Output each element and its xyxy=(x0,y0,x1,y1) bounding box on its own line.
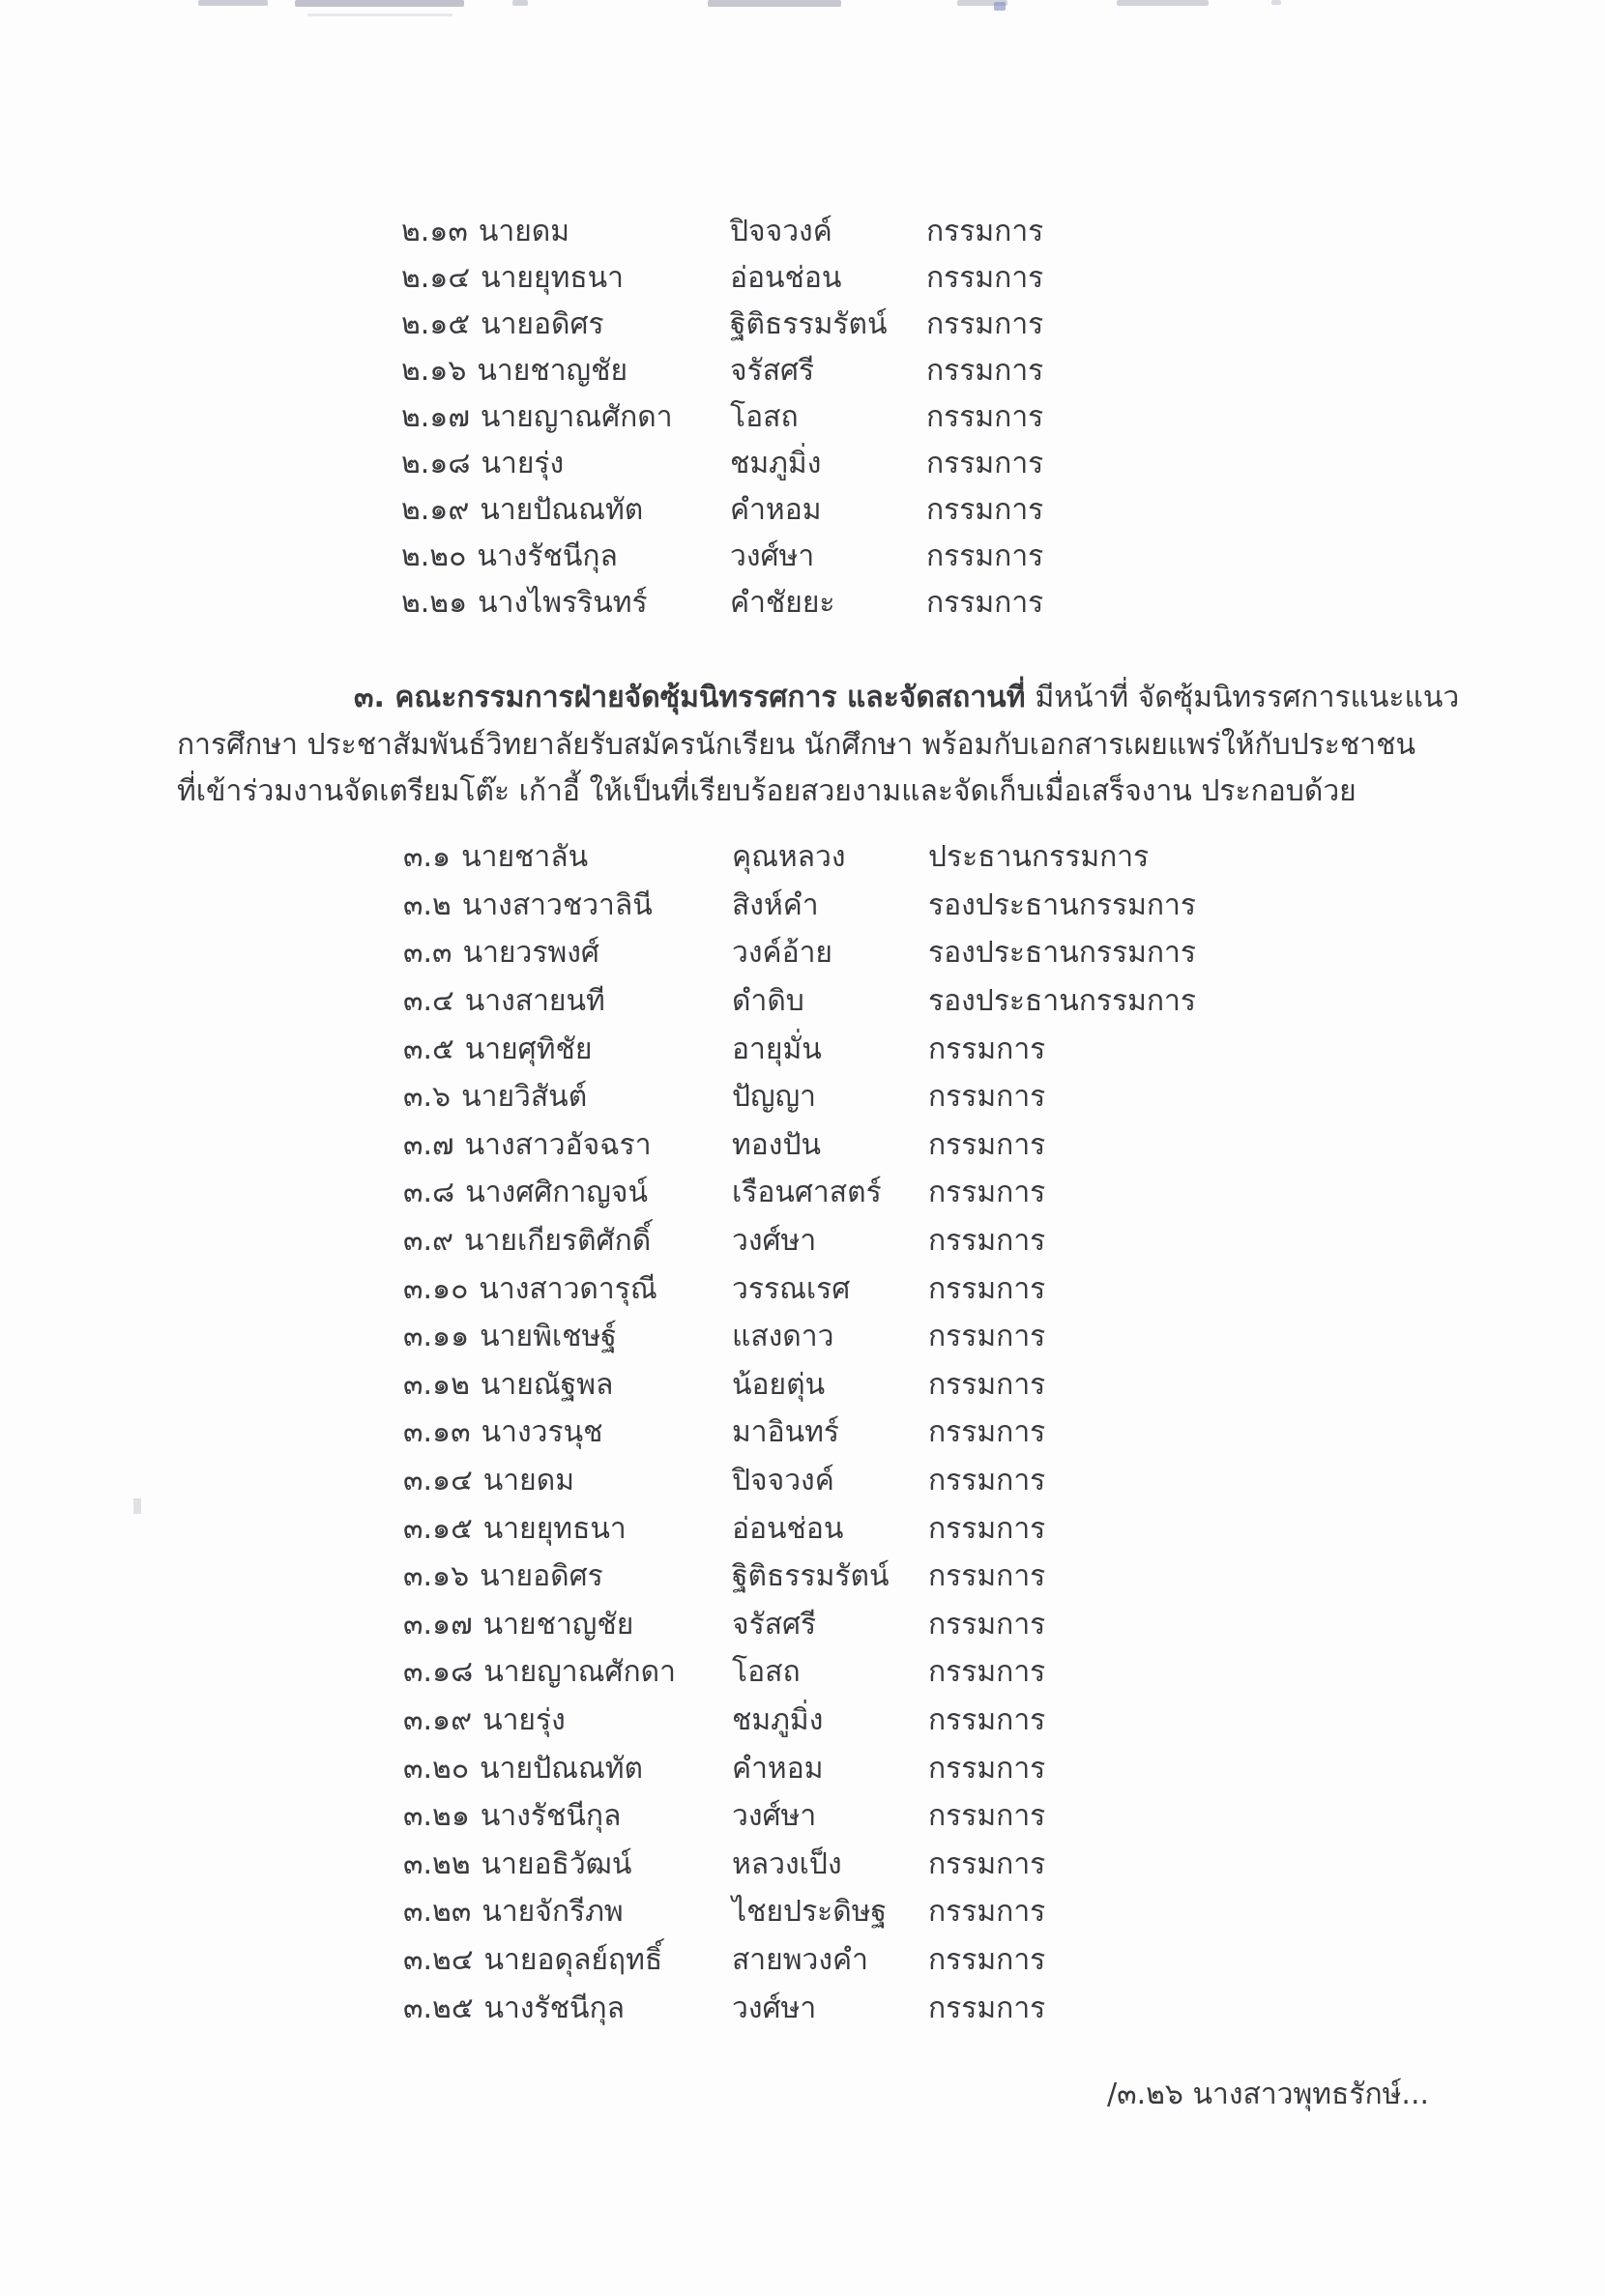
member-number: ๓.๒๔ xyxy=(403,1942,474,1977)
member-role: กรรมการ xyxy=(928,1032,1046,1066)
member-first-name: นายดม xyxy=(478,214,570,248)
member-surname: แสงดาว xyxy=(732,1320,834,1354)
member-role: กรรมการ xyxy=(928,1127,1046,1162)
member-number-name xyxy=(403,1602,732,1647)
member-number: ๓.๑๖ xyxy=(403,1559,470,1594)
member-surname: ทองปัน xyxy=(732,1127,821,1162)
member-first-name: นางรัชนีกุล xyxy=(477,538,618,573)
member-number-name xyxy=(403,1218,732,1264)
member-role: กรรมการ xyxy=(928,1224,1046,1259)
member-surname: ชมภูมิ่ง xyxy=(732,1702,824,1737)
member-role: กรรมการ xyxy=(926,538,1044,573)
member-surname: จรัสศรี xyxy=(730,353,815,388)
member-number: ๓.๑๕ xyxy=(403,1511,473,1546)
member-number: ๓.๒๓ xyxy=(403,1895,472,1930)
member-first-name: นายปัณณทัต xyxy=(480,1751,644,1786)
member-first-name: นางสาวชวาลินี xyxy=(461,887,653,922)
member-number: ๓.๗ xyxy=(403,1127,454,1162)
member-number-name xyxy=(403,1027,732,1072)
committee-row xyxy=(401,579,1043,625)
member-surname: เรือนศาสตร์ xyxy=(732,1176,882,1210)
member-first-name: นางศศิกาญจน์ xyxy=(465,1176,648,1210)
member-number-name xyxy=(403,978,732,1024)
member-first-name: นายยุทธนา xyxy=(482,1511,627,1546)
member-first-name: นายญาณศักดา xyxy=(480,399,673,434)
scan-artifact xyxy=(994,2,1006,11)
member-number-name xyxy=(403,834,732,880)
member-number-name xyxy=(403,1362,732,1408)
section3-heading-title: ๓. คณะกรรมการฝ่ายจัดซุ้มนิทรรศการ และจัดสถานที่ xyxy=(354,681,1026,714)
member-role: กรรมการ xyxy=(928,1271,1046,1306)
member-surname: อายุมั่น xyxy=(732,1032,822,1066)
member-surname: วงศ์ษา xyxy=(732,1799,817,1834)
member-number: ๒.๑๔ xyxy=(401,260,471,295)
member-number: ๓.๑๓ xyxy=(403,1415,471,1450)
member-number-name xyxy=(403,1554,732,1599)
member-surname: ฐิติธรรมรัตน์ xyxy=(732,1559,890,1594)
scan-artifact xyxy=(957,0,1007,6)
scan-artifact xyxy=(708,0,841,7)
member-number: ๒.๑๙ xyxy=(401,492,470,527)
member-number-name xyxy=(401,255,730,301)
member-number: ๓.๔ xyxy=(403,984,454,1019)
committee-row xyxy=(403,1601,1196,1649)
member-number-name xyxy=(403,1122,732,1168)
member-number: ๓.๑๒ xyxy=(403,1367,470,1402)
member-number-name xyxy=(403,1746,732,1791)
member-number-name xyxy=(403,1458,732,1503)
member-first-name: นางรัชนีกุล xyxy=(480,1799,622,1834)
committee-row xyxy=(403,1457,1196,1505)
member-number-name xyxy=(403,1793,732,1839)
member-first-name: นายจักรีภพ xyxy=(482,1895,624,1930)
scan-artifact xyxy=(307,14,452,16)
member-number-name xyxy=(401,302,730,347)
member-surname: ไชยประดิษฐ xyxy=(732,1895,888,1930)
member-number: ๒.๒๐ xyxy=(401,538,467,573)
committee-row xyxy=(403,1025,1196,1073)
scan-speck xyxy=(133,1498,141,1514)
member-surname: จรัสศรี xyxy=(732,1607,817,1642)
member-number-name xyxy=(403,883,732,928)
member-number-name xyxy=(401,209,730,254)
member-number: ๓.๒๕ xyxy=(403,1991,474,2025)
member-surname: คำชัยยะ xyxy=(730,585,835,620)
member-first-name: นายศุทิชัย xyxy=(464,1032,593,1066)
member-first-name: นางสาวอัจฉรา xyxy=(464,1127,652,1162)
member-surname: มาอินทร์ xyxy=(732,1415,840,1450)
member-surname: ปัญญา xyxy=(732,1080,817,1115)
member-role: รองประธานกรรมการ xyxy=(928,936,1197,971)
member-first-name: นายอดิศร xyxy=(481,306,604,341)
member-number-name xyxy=(403,1649,732,1695)
member-role: กรรมการ xyxy=(928,1895,1046,1930)
member-first-name: นายเกียรติศักดิ์ xyxy=(464,1224,652,1259)
member-number-name xyxy=(403,1506,732,1552)
member-role: กรรมการ xyxy=(928,1799,1046,1834)
page-continuation-marker: /๓.๒๖ นางสาวพุทธรักษ์... xyxy=(1107,2078,1430,2111)
member-surname: อ่อนช่อน xyxy=(732,1511,844,1546)
member-number: ๓.๒๒ xyxy=(403,1846,471,1881)
committee-row xyxy=(403,1888,1196,1936)
member-role: กรรมการ xyxy=(928,1846,1046,1881)
member-number: ๓.๘ xyxy=(403,1176,455,1210)
member-number: ๓.๒๑ xyxy=(403,1799,470,1834)
member-role: กรรมการ xyxy=(928,1559,1046,1594)
committee-row xyxy=(403,1409,1196,1457)
member-number: ๓.๑๘ xyxy=(403,1655,474,1690)
member-number: ๓.๑๑ xyxy=(403,1320,470,1354)
member-surname: โอสถ xyxy=(730,399,799,434)
member-surname: โอสถ xyxy=(732,1655,801,1690)
committee-row xyxy=(403,1840,1196,1888)
member-number: ๓.๓ xyxy=(403,936,452,971)
member-surname: สายพวงคำ xyxy=(732,1942,868,1977)
member-role: กรรมการ xyxy=(928,1080,1046,1115)
scan-artifact xyxy=(1117,0,1209,6)
member-first-name: นายรุ่ง xyxy=(481,446,565,480)
member-number: ๓.๒๐ xyxy=(403,1751,470,1786)
committee-row xyxy=(403,1553,1196,1601)
member-role: กรรมการ xyxy=(928,1367,1046,1402)
committee-row xyxy=(403,929,1196,977)
member-role: กรรมการ xyxy=(928,1176,1046,1210)
member-surname: คำหอม xyxy=(730,492,822,527)
member-number: ๒.๑๘ xyxy=(401,446,471,480)
member-number-name xyxy=(401,348,730,393)
section2-committee-list xyxy=(401,208,1043,625)
member-surname: วรรณเรศ xyxy=(732,1271,851,1306)
member-first-name: นายยุทธนา xyxy=(481,260,625,295)
member-first-name: นายพิเชษฐ์ xyxy=(480,1320,617,1354)
member-number: ๒.๑๕ xyxy=(401,306,471,341)
committee-row xyxy=(403,882,1196,930)
member-surname: วงค์อ้าย xyxy=(732,936,833,971)
member-role: กรรมการ xyxy=(926,353,1044,388)
member-role: กรรมการ xyxy=(928,1607,1046,1642)
section3-heading xyxy=(354,675,1459,720)
member-role: กรรมการ xyxy=(928,1991,1046,2025)
member-surname: วงศ์ษา xyxy=(732,1991,817,2025)
section3-paragraph-line1: การศึกษา ประชาสัมพันธ์วิทยาลัยรับสมัครนักเรียน นักศึกษา พร้อมกับเอกสารเผยแพร่ให้กับประชาชน xyxy=(177,728,1415,762)
scan-artifact xyxy=(1271,0,1281,5)
member-number: ๒.๒๑ xyxy=(401,585,468,620)
member-surname: วงศ์ษา xyxy=(732,1224,817,1259)
member-number-name xyxy=(403,1170,732,1215)
member-number-name xyxy=(403,1698,732,1743)
member-number: ๓.๑๐ xyxy=(403,1271,469,1306)
member-surname: น้อยตุ่น xyxy=(732,1367,826,1402)
committee-row xyxy=(403,1361,1196,1410)
scan-artifact xyxy=(198,0,268,6)
committee-row xyxy=(403,977,1196,1026)
section3-committee-list xyxy=(403,833,1196,2032)
member-number-name xyxy=(401,441,730,486)
member-number-name xyxy=(401,487,730,533)
section3-paragraph-line2: ที่เข้าร่วมงานจัดเตรียมโต๊ะ เก้าอี้ ให้เป็นที่เรียบร้อยสวยงามและจัดเก็บเมื่อเสร็จงาน ประกอบด้วย xyxy=(177,773,1357,808)
member-first-name: นางวรนุช xyxy=(481,1415,603,1450)
member-surname: ปิจจวงค์ xyxy=(730,214,832,248)
member-number-name xyxy=(403,930,732,975)
member-number-name xyxy=(403,1074,732,1119)
section3-paragraph xyxy=(177,722,1424,814)
member-role: กรรมการ xyxy=(928,1320,1046,1354)
member-first-name: นายอธิวัฒน์ xyxy=(481,1846,632,1881)
member-first-name: นายอดิศร xyxy=(480,1559,603,1594)
member-role: กรรมการ xyxy=(926,585,1044,620)
member-surname: ชมภูมิ่ง xyxy=(730,446,822,480)
member-number-name xyxy=(401,534,730,579)
member-first-name: นายดม xyxy=(482,1464,574,1498)
member-number: ๒.๑๗ xyxy=(401,399,470,434)
member-first-name: นายชาลัน xyxy=(461,840,589,875)
committee-row xyxy=(403,1504,1196,1553)
member-number-name xyxy=(403,1266,732,1312)
member-surname: ดำดิบ xyxy=(732,984,804,1019)
member-first-name: นายวรพงศ์ xyxy=(462,936,599,971)
section3-heading-duty: มีหน้าที่ จัดซุ้มนิทรรศการแนะแนว xyxy=(1035,681,1460,714)
member-surname: คำหอม xyxy=(732,1751,824,1786)
member-first-name: นางไพรรินทร์ xyxy=(478,585,648,620)
member-surname: สิงห์คำ xyxy=(732,887,819,922)
member-number-name xyxy=(403,1410,732,1455)
member-number-name xyxy=(403,1842,732,1887)
committee-row xyxy=(401,486,1043,533)
committee-row xyxy=(403,1648,1196,1697)
member-number: ๓.๙ xyxy=(403,1224,454,1259)
member-number: ๒.๑๖ xyxy=(401,353,467,388)
committee-row xyxy=(403,1984,1196,2032)
member-number: ๓.๕ xyxy=(403,1032,454,1066)
committee-row xyxy=(401,254,1043,301)
member-number-name xyxy=(403,1889,732,1934)
committee-row xyxy=(401,533,1043,579)
member-role: รองประธานกรรมการ xyxy=(928,984,1197,1019)
committee-row xyxy=(403,1697,1196,1745)
committee-row xyxy=(403,1313,1196,1361)
member-first-name: นายณัฐพล xyxy=(480,1367,614,1402)
member-number: ๓.๑ xyxy=(403,840,452,875)
committee-row xyxy=(403,1792,1196,1841)
member-first-name: นางสาวดารุณี xyxy=(479,1271,657,1306)
member-role: กรรมการ xyxy=(928,1511,1046,1546)
member-first-name: นายอดุลย์ฤทธิ์ xyxy=(483,1942,663,1977)
member-role: กรรมการ xyxy=(928,1464,1046,1498)
committee-row xyxy=(403,1217,1196,1265)
member-number-name xyxy=(401,580,730,625)
member-first-name: นายรุ่ง xyxy=(482,1702,566,1737)
member-first-name: นายชาญชัย xyxy=(482,1607,634,1642)
committee-row xyxy=(403,1936,1196,1985)
member-number: ๓.๑๗ xyxy=(403,1607,473,1642)
member-surname: อ่อนช่อน xyxy=(730,260,842,295)
member-role: กรรมการ xyxy=(928,1702,1046,1737)
committee-row xyxy=(401,393,1043,440)
member-role: รองประธานกรรมการ xyxy=(928,887,1197,922)
member-role: กรรมการ xyxy=(928,1942,1046,1977)
committee-row xyxy=(401,301,1043,347)
member-number-name xyxy=(403,1937,732,1983)
committee-row xyxy=(401,347,1043,393)
member-role: กรรมการ xyxy=(926,214,1044,248)
member-role: กรรมการ xyxy=(926,306,1044,341)
committee-row xyxy=(401,208,1043,254)
member-role: กรรมการ xyxy=(926,446,1044,480)
member-surname: ฐิติธรรมรัตน์ xyxy=(730,306,888,341)
member-number-name xyxy=(403,1986,732,2031)
member-role: กรรมการ xyxy=(928,1655,1046,1690)
member-role: ประธานกรรมการ xyxy=(928,840,1150,875)
member-surname: ปิจจวงค์ xyxy=(732,1464,834,1498)
scan-artifact xyxy=(512,0,528,6)
member-surname: หลวงเป็ง xyxy=(732,1846,842,1881)
member-first-name: นางรัชนีกุล xyxy=(483,1991,626,2025)
member-number-name xyxy=(403,1314,732,1359)
member-number-name xyxy=(401,394,730,440)
member-number: ๓.๑๙ xyxy=(403,1702,473,1737)
committee-row xyxy=(403,833,1196,882)
member-number: ๓.๒ xyxy=(403,887,452,922)
member-first-name: นายปัณณทัต xyxy=(480,492,644,527)
member-role: กรรมการ xyxy=(926,260,1044,295)
member-role: กรรมการ xyxy=(926,492,1044,527)
committee-row xyxy=(403,1264,1196,1313)
member-number: ๒.๑๓ xyxy=(401,214,468,248)
member-first-name: นางสายนที xyxy=(464,984,605,1019)
member-first-name: นายญาณศักดา xyxy=(483,1655,676,1690)
member-first-name: นายชาญชัย xyxy=(477,353,628,388)
member-role: กรรมการ xyxy=(928,1415,1046,1450)
member-surname: วงศ์ษา xyxy=(730,538,815,573)
member-role: กรรมการ xyxy=(926,399,1044,434)
committee-row xyxy=(401,440,1043,486)
member-number: ๓.๖ xyxy=(403,1080,452,1115)
committee-row xyxy=(403,1073,1196,1121)
member-first-name: นายวิสันต์ xyxy=(461,1080,588,1115)
scan-artifact xyxy=(295,0,464,7)
committee-row xyxy=(403,1121,1196,1170)
member-number: ๓.๑๔ xyxy=(403,1464,473,1498)
member-role: กรรมการ xyxy=(928,1751,1046,1786)
committee-row xyxy=(403,1744,1196,1792)
committee-row xyxy=(403,1169,1196,1217)
member-surname: คุณหลวง xyxy=(732,840,846,875)
